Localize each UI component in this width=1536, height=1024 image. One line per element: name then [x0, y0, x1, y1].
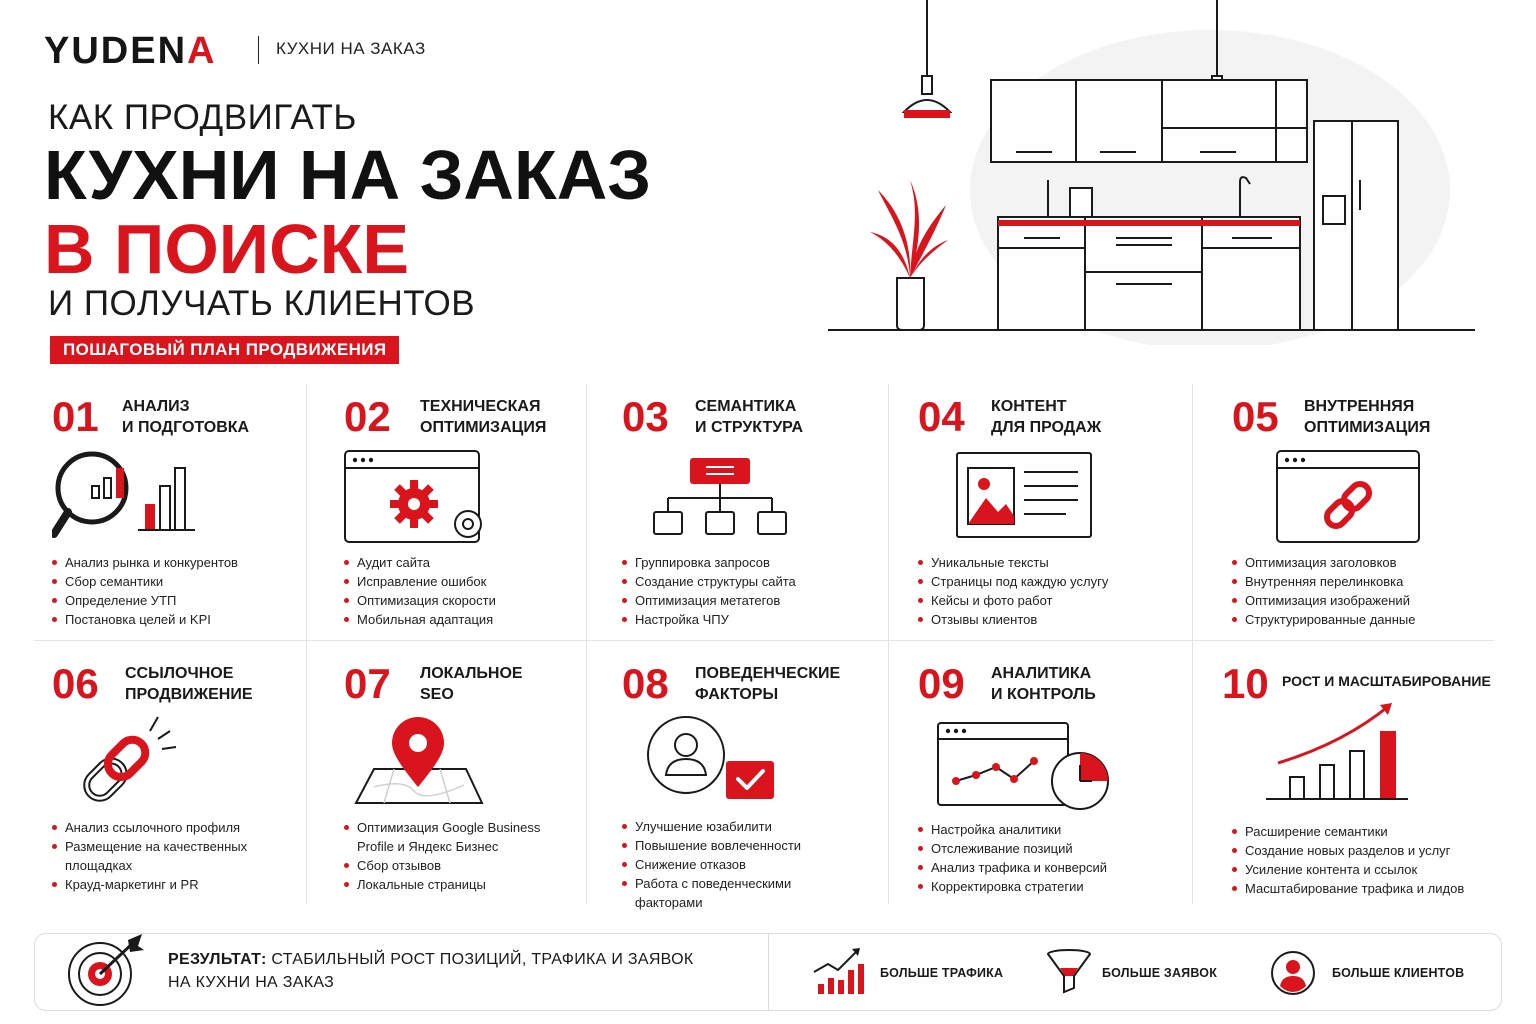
bullet-item: Повышение вовлеченности — [622, 836, 822, 855]
bullet-item: Масштабирование трафика и лидов — [1232, 879, 1496, 898]
content-page-icon — [956, 452, 1096, 542]
bullet-item: Постановка целей и KPI — [52, 610, 302, 629]
grid-divider — [1192, 384, 1193, 904]
plant-icon — [870, 180, 948, 330]
bullet-item: Кейсы и фото работ — [918, 591, 1186, 610]
funnel-icon — [1046, 948, 1092, 996]
hero-title: КУХНИ НА ЗАКАЗ — [44, 136, 652, 214]
bullet-item: Усиление контента и ссылок — [1232, 860, 1496, 879]
step-number: 10 — [1222, 660, 1269, 707]
kitchen-illustration — [820, 0, 1510, 345]
step-card-06 — [52, 660, 302, 903]
bullet-item: Улучшение юзабилити — [622, 817, 822, 836]
step-card-02 — [344, 393, 584, 636]
growth-chart-icon — [1264, 699, 1434, 804]
benefit-clients-label: БОЛЬШЕ КЛИЕНТОВ — [1332, 966, 1465, 980]
bullet-item: Уникальные тексты — [918, 553, 1186, 572]
step-number: 09 — [918, 660, 965, 707]
step-title: ТЕХНИЧЕСКАЯ ОПТИМИЗАЦИЯ — [420, 398, 547, 436]
step-title: РОСТ И МАСШТАБИРОВАНИЕ — [1282, 673, 1491, 689]
step-number: 03 — [622, 393, 669, 440]
step-number: 08 — [622, 660, 669, 707]
base-cabinets — [998, 217, 1300, 330]
result-line-1: СТАБИЛЬНЫЙ РОСТ ПОЗИЦИЙ, ТРАФИКА И ЗАЯВОК — [271, 951, 694, 968]
result-label: РЕЗУЛЬТАТ: — [168, 951, 267, 968]
bullet-item: Создание структуры сайта — [622, 572, 884, 591]
bullet-item: Размещение на качественных площадках — [52, 837, 252, 875]
brand-logo-text: YUDENA — [44, 30, 217, 72]
grid-divider — [586, 384, 587, 904]
step-bullets — [918, 553, 1186, 629]
bullet-item: Группировка запросов — [622, 553, 884, 572]
bullet-item: Страницы под каждую услугу — [918, 572, 1186, 591]
bullet-item: Оптимизация заголовков — [1232, 553, 1494, 572]
step-bullets — [52, 818, 252, 894]
brand-tagline: КУХНИ НА ЗАКАЗ — [276, 39, 426, 58]
bullet-item: Корректировка стратегии — [918, 877, 1186, 896]
step-card-07 — [344, 660, 584, 903]
step-number: 07 — [344, 660, 391, 707]
bullet-item: Аудит сайта — [344, 553, 584, 572]
step-card-09 — [918, 660, 1186, 903]
benefit-traffic-label: БОЛЬШЕ ТРАФИКА — [880, 966, 1004, 980]
bullet-item: Снижение отказов — [622, 855, 822, 874]
map-pin-icon — [354, 717, 489, 809]
bullet-item: Отзывы клиентов — [918, 610, 1186, 629]
logo-accent-letter: A — [187, 30, 217, 72]
step-bullets — [1232, 822, 1496, 898]
step-title: СЕМАНТИКА И СТРУКТУРА — [695, 398, 803, 436]
analytics-dashboard-icon — [936, 721, 1116, 816]
pendant-lamp-icon — [904, 0, 950, 118]
step-bullets — [344, 553, 584, 629]
step-card-10 — [1222, 660, 1496, 903]
step-card-04 — [918, 393, 1186, 636]
result-text — [168, 948, 693, 994]
bullet-item: Создание новых разделов и услуг — [1232, 841, 1496, 860]
step-number: 06 — [52, 660, 99, 707]
step-title: ЛОКАЛЬНОЕ SEO — [420, 665, 523, 703]
bullet-item: Расширение семантики — [1232, 822, 1496, 841]
bullet-item: Локальные страницы — [344, 875, 564, 894]
bullet-item: Определение УТП — [52, 591, 302, 610]
site-structure-icon — [650, 456, 795, 541]
bullet-item: Анализ ссылочного профиля — [52, 818, 252, 837]
step-card-01 — [52, 393, 302, 636]
plan-badge: ПОШАГОВЫЙ ПЛАН ПРОДВИЖЕНИЯ — [50, 336, 399, 364]
step-number: 04 — [918, 393, 965, 440]
magnifier-chart-icon — [52, 446, 202, 541]
bullet-item: Структурированные данные — [1232, 610, 1494, 629]
step-title: КОНТЕНТ ДЛЯ ПРОДАЖ — [991, 398, 1102, 436]
step-bullets — [918, 820, 1186, 896]
step-title: АНАЛИТИКА И КОНТРОЛЬ — [991, 665, 1096, 703]
bullet-item: Оптимизация метатегов — [622, 591, 884, 610]
bullet-item: Мобильная адаптация — [344, 610, 584, 629]
bullet-item: Оптимизация Google Business Profile и Яндекс Бизнес — [344, 818, 564, 856]
client-avatar-icon — [1270, 950, 1316, 996]
result-line-2: НА КУХНИ НА ЗАКАЗ — [168, 974, 335, 991]
step-bullets — [344, 818, 564, 894]
step-bullets — [622, 817, 822, 912]
target-icon — [64, 934, 148, 1008]
brand-logo — [44, 30, 216, 73]
bullet-item: Сбор семантики — [52, 572, 302, 591]
browser-gear-icon — [344, 450, 494, 545]
bullet-item: Анализ трафика и конверсий — [918, 858, 1186, 877]
step-title: ВНУТРЕННЯЯ ОПТИМИЗАЦИЯ — [1304, 398, 1431, 436]
fridge — [1314, 121, 1398, 330]
step-title: ПОВЕДЕНЧЕСКИЕ ФАКТОРЫ — [695, 665, 841, 703]
bullet-item: Оптимизация скорости — [344, 591, 584, 610]
browser-link-icon — [1276, 450, 1421, 545]
step-title: АНАЛИЗ И ПОДГОТОВКА — [122, 398, 250, 436]
bullet-item: Настройка ЧПУ — [622, 610, 884, 629]
step-bullets — [1232, 553, 1494, 629]
step-card-08 — [622, 660, 884, 910]
step-bullets — [622, 553, 884, 629]
step-bullets — [52, 553, 302, 629]
bullet-item: Работа с поведенческими факторами — [622, 874, 822, 912]
bullet-item: Внутренняя перелинковка — [1232, 572, 1494, 591]
hero-title-accent: В ПОИСКЕ — [44, 210, 410, 288]
bullet-item: Оптимизация изображений — [1232, 591, 1494, 610]
result-divider — [768, 933, 769, 1011]
step-number: 02 — [344, 393, 391, 440]
step-card-05 — [1232, 393, 1494, 636]
chain-link-icon — [58, 713, 188, 808]
step-card-03 — [622, 393, 884, 636]
logo-divider — [258, 36, 259, 64]
grid-divider — [888, 384, 889, 904]
bullet-item: Анализ рынка и конкурентов — [52, 553, 302, 572]
bullet-item: Отслеживание позиций — [918, 839, 1186, 858]
bullet-item: Настройка аналитики — [918, 820, 1186, 839]
countertop-accent — [998, 220, 1300, 226]
bullet-item: Крауд-маркетинг и PR — [52, 875, 252, 894]
step-title: ССЫЛОЧНОЕ ПРОДВИЖЕНИЕ — [125, 665, 253, 703]
grid-divider — [34, 640, 1494, 641]
step-number: 05 — [1232, 393, 1279, 440]
hero-line-4: И ПОЛУЧАТЬ КЛИЕНТОВ — [48, 284, 476, 323]
upper-cabinets — [991, 80, 1307, 162]
bullet-item: Исправление ошибок — [344, 572, 584, 591]
step-number: 01 — [52, 393, 99, 440]
bullet-item: Сбор отзывов — [344, 856, 564, 875]
hero-line-1: КАК ПРОДВИГАТЬ — [48, 98, 357, 137]
user-check-icon — [646, 715, 781, 810]
traffic-growth-icon — [812, 946, 868, 996]
benefit-leads-label: БОЛЬШЕ ЗАЯВОК — [1102, 966, 1218, 980]
grid-divider — [306, 384, 307, 904]
